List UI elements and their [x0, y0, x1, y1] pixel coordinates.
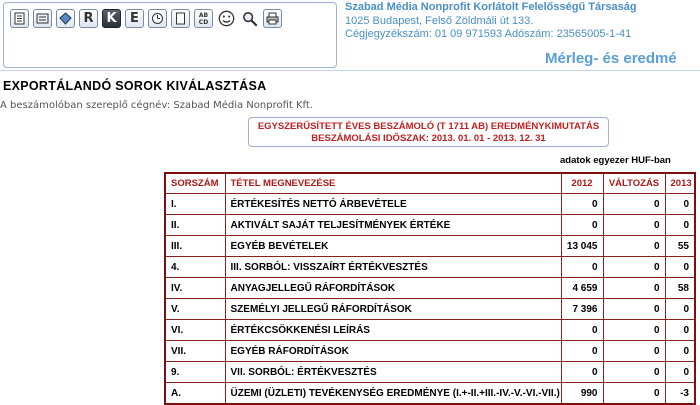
company-name-line: A beszámolóban szereplő cégnév: Szabad Média Nonprofit Kft. — [0, 100, 313, 111]
row-value-2013: 0 — [665, 341, 695, 362]
table-row[interactable] — [165, 299, 695, 320]
row-value-valtozas: 0 — [603, 215, 665, 236]
table-row[interactable] — [165, 278, 695, 299]
row-value-2013: 0 — [665, 194, 695, 215]
company-registry: Cégjegyzékszám: 01 09 971593 Adószám: 23565005-1-41 — [345, 28, 632, 40]
toolbar — [3, 2, 337, 68]
report-period: BESZÁMOLÁSI IDŐSZAK: 2013. 01. 01 - 2013. 12. 31 — [311, 133, 546, 144]
row-tetel: III. SORBÓL: VISSZAÍRT ÉRTÉKVESZTÉS — [225, 257, 561, 278]
row-value-2012: 0 — [561, 257, 603, 278]
table-header-row — [165, 173, 695, 194]
row-value-2013: 0 — [665, 299, 695, 320]
col-tetel[interactable]: TÉTEL MEGNEVEZÉSE — [225, 173, 561, 194]
row-value-2012: 4 659 — [561, 278, 603, 299]
row-value-2013: 0 — [665, 215, 695, 236]
row-value-2013: 0 — [665, 320, 695, 341]
company-address: 1025 Budapest, Felső Zöldmáli út 133. — [345, 15, 534, 27]
table-row[interactable] — [165, 320, 695, 341]
row-tetel: AKTIVÁLT SAJÁT TELJESÍTMÉNYEK ÉRTÉKE — [225, 215, 561, 236]
page-title: Mérleg- és eredmé — [545, 50, 677, 67]
row-value-valtozas: 0 — [603, 278, 665, 299]
document-icon[interactable] — [10, 9, 29, 28]
row-tetel: ÉRTÉKESÍTÉS NETTÓ ÁRBEVÉTELE — [225, 194, 561, 215]
col-2013[interactable]: 2013 — [665, 173, 695, 194]
row-value-valtozas: 0 — [603, 320, 665, 341]
row-sorszam: A. — [165, 383, 225, 405]
row-sorszam: VI. — [165, 320, 225, 341]
report-title-box — [248, 117, 609, 147]
col-valtozas[interactable]: VÁLTOZÁS — [603, 173, 665, 194]
row-sorszam: V. — [165, 299, 225, 320]
row-sorszam: I. — [165, 194, 225, 215]
row-value-2012: 0 — [561, 362, 603, 383]
row-value-valtozas: 0 — [603, 236, 665, 257]
table-row[interactable] — [165, 341, 695, 362]
row-tetel: ANYAGJELLEGŰ RÁFORDÍTÁSOK — [225, 278, 561, 299]
row-value-2012: 13 045 — [561, 236, 603, 257]
row-value-valtozas: 0 — [603, 341, 665, 362]
list-icon[interactable] — [33, 9, 52, 28]
company-name: Szabad Média Nonprofit Korlátolt Felelősségű Társaság — [345, 1, 637, 13]
r-icon[interactable]: R — [79, 9, 98, 28]
row-sorszam: II. — [165, 215, 225, 236]
printer-icon[interactable] — [263, 9, 282, 28]
row-value-2012: 0 — [561, 341, 603, 362]
row-tetel: EGYÉB BEVÉTELEK — [225, 236, 561, 257]
col-2012[interactable]: 2012 — [561, 173, 603, 194]
table-row[interactable] — [165, 236, 695, 257]
row-sorszam: 4. — [165, 257, 225, 278]
row-value-valtozas: 0 — [603, 257, 665, 278]
row-tetel: ÉRTÉKCSÖKKENÉSI LEÍRÁS — [225, 320, 561, 341]
table-row[interactable] — [165, 194, 695, 215]
row-value-valtozas: 0 — [603, 362, 665, 383]
table-row[interactable] — [165, 362, 695, 383]
report-title: EGYSZERŰSÍTETT ÉVES BESZÁMOLÓ (T 1711 AB) EREDMÉNYKIMUTATÁS — [257, 121, 600, 132]
table-row[interactable] — [165, 215, 695, 236]
section-heading: EXPORTÁLANDÓ SOROK KIVÁLASZTÁSA — [3, 79, 267, 93]
col-sorszam[interactable]: SORSZÁM — [165, 173, 225, 194]
row-tetel: EGYÉB RÁFORDÍTÁSOK — [225, 341, 561, 362]
row-value-2012: 0 — [561, 194, 603, 215]
row-sorszam: VII. — [165, 341, 225, 362]
magnifier-icon[interactable] — [240, 9, 259, 28]
row-value-2013: 58 — [665, 278, 695, 299]
row-value-2013: -3 — [665, 383, 695, 405]
row-value-2013: 0 — [665, 362, 695, 383]
header-divider — [0, 70, 700, 71]
income-statement-table — [164, 172, 696, 405]
k-icon[interactable]: K — [102, 9, 121, 28]
e-icon[interactable]: E — [125, 9, 144, 28]
unit-note: adatok egyezer HUF-ban — [560, 155, 671, 166]
row-tetel: ÜZEMI (ÜZLETI) TEVÉKENYSÉG EREDMÉNYE (I.+-II.+III.-IV.-V.-VI.-VII.) — [225, 383, 561, 405]
row-value-2013: 55 — [665, 236, 695, 257]
abcd-icon[interactable]: AB CD — [194, 9, 213, 28]
row-sorszam: III. — [165, 236, 225, 257]
row-tetel: VII. SORBÓL: ÉRTÉKVESZTÉS — [225, 362, 561, 383]
row-value-2013: 0 — [665, 257, 695, 278]
row-value-2012: 0 — [561, 320, 603, 341]
chart-icon[interactable] — [56, 9, 75, 28]
row-sorszam: IV. — [165, 278, 225, 299]
row-value-2012: 990 — [561, 383, 603, 405]
blank-page-icon[interactable] — [171, 9, 190, 28]
table-row[interactable] — [165, 257, 695, 278]
row-value-valtozas: 0 — [603, 194, 665, 215]
clock-icon[interactable] — [148, 9, 167, 28]
row-tetel: SZEMÉLYI JELLEGŰ RÁFORDÍTÁSOK — [225, 299, 561, 320]
row-value-valtozas: 0 — [603, 299, 665, 320]
smiley-icon[interactable] — [217, 9, 236, 28]
row-value-2012: 7 396 — [561, 299, 603, 320]
row-value-2012: 0 — [561, 215, 603, 236]
row-value-valtozas: 0 — [603, 383, 665, 405]
row-sorszam: 9. — [165, 362, 225, 383]
